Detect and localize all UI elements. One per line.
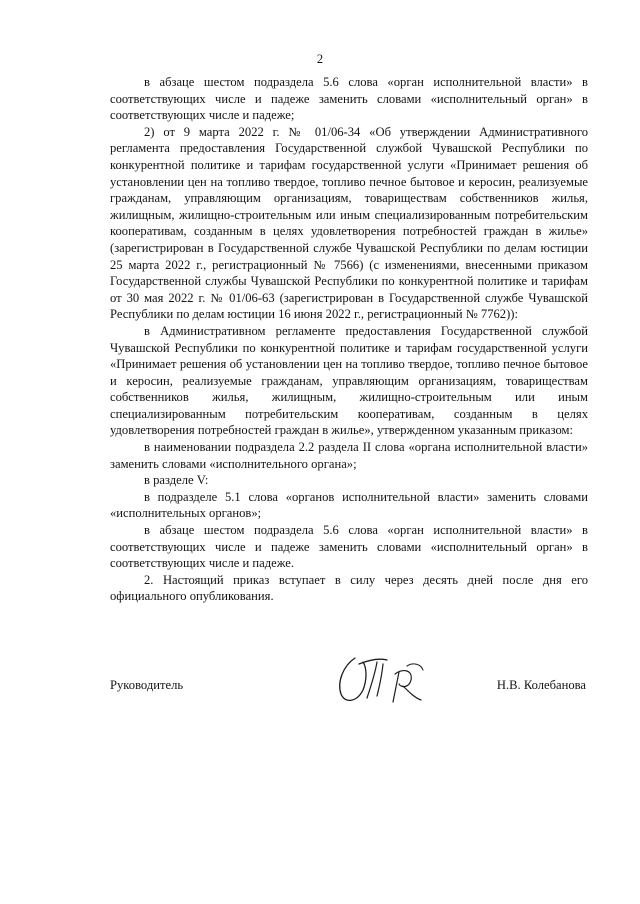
paragraph: 2) от 9 марта 2022 г. № 01/06-34 «Об утверждении Административного регламента предоставления Государственной службой Чувашской Республики по конкурентной политике и тарифам государственной услуги «Принимает решения об установлении цен на топливо твердое, топливо печное бытовое и керосин, реализуемые гражданам, управляющим организациям, товариществам собственников жилья, жилищным, жилищно-строительным или иным специализированным потребительским кооперативам, созданным в целях удовлетворения потребностей граждан в жилье» (зарегистрирован в Государственной службе Чувашской Республики по делам юстиции 25 марта 2022 г., регистрационный № 7566) (с изменениями, внесенными приказом Государственной службы Чувашской Республики по конкурентной политике и тарифам от 30 мая 2022 г. № 01/06-63 (зарегистрирован в Государственной службе Чувашской Республики по делам юстиции 16 июня 2022 г., регистрационный № 7762)):: [110, 124, 588, 322]
paragraph: в абзаце шестом подраздела 5.6 слова «орган исполнительной власти» в соответствующих числе и падеже заменить словами «исполнительный орган» в соответствующих числе и падеже.: [110, 523, 588, 571]
paragraph: в абзаце шестом подраздела 5.6 слова «орган исполнительной власти» в соответствующих числе и падеже заменить словами «исполнительный орган» в соответствующих числе и падеже;: [110, 75, 588, 123]
signatory-position: Руководитель: [110, 678, 184, 692]
signatory-name: Н.В. Колебанова: [496, 678, 586, 692]
handwritten-signature: [333, 652, 433, 710]
paragraph: в разделе V:: [144, 473, 209, 488]
paragraph: в Административном регламенте предоставления Государственной службой Чувашской Республики по конкурентной политике и тарифам государственной услуги «Принимает решения об установлении цен на топливо твердое, топливо печное бытовое и керосин, реализуемые гражданам, управляющим организациям, товариществам собственников жилья, жилищным, жилищно-строительным или иным специализированным потребительским кооперативам, созданным в целях удовлетворения потребностей граждан в жилье», утвержденном указанным приказом:: [110, 323, 588, 438]
paragraph: в наименовании подраздела 2.2 раздела II слова «органа исполнительной власти» заменить словами «исполнительного органа»;: [110, 440, 588, 471]
paragraph: в подразделе 5.1 слова «органов исполнительной власти» заменить словами «исполнительных органов»;: [110, 489, 588, 521]
page-number: 2: [316, 52, 324, 66]
document-body: [110, 74, 588, 605]
paragraph: 2. Настоящий приказ вступает в силу через десять дней после дня его официального опубликования.: [110, 572, 588, 604]
